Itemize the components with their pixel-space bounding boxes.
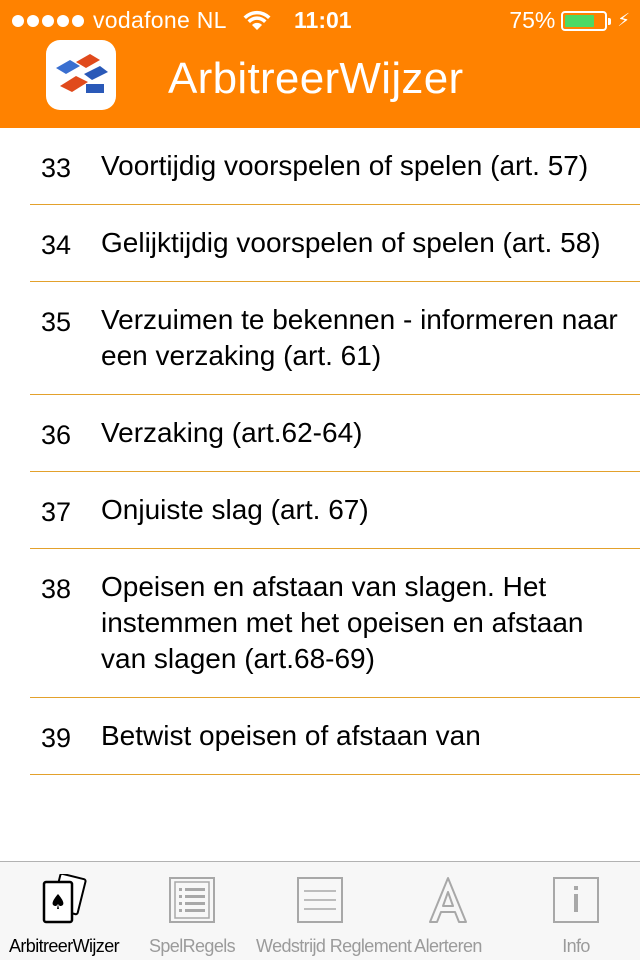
tab-info[interactable] — [512, 862, 640, 960]
status-left — [12, 7, 271, 34]
tab-bar — [0, 861, 640, 960]
article-title: Betwist opeisen of afstaan van — [101, 720, 481, 751]
battery-icon — [561, 11, 607, 31]
article-title: Opeisen en afstaan van slagen. Het instemmen met het opeisen en afstaan van slagen (art.68-69) — [101, 571, 584, 674]
list-item[interactable] — [30, 128, 640, 205]
article-number: 36 — [41, 420, 72, 450]
page-title: ArbitreerWijzer — [168, 54, 464, 103]
tab-wedstrijd-reglement[interactable] — [256, 862, 412, 960]
article-number: 33 — [41, 153, 72, 183]
article-number: 34 — [41, 230, 72, 260]
tab-label: Alerteren — [414, 936, 482, 956]
article-title: Onjuiste slag (art. 67) — [101, 494, 369, 525]
signal-strength-icon — [12, 15, 84, 27]
status-time: 11:01 — [294, 7, 352, 33]
article-title: Voortijdig voorspelen of spelen (art. 57) — [101, 150, 589, 181]
tab-alerteren[interactable] — [384, 862, 512, 960]
list-item[interactable] — [30, 395, 640, 472]
tab-arbitreerwijzer[interactable] — [0, 862, 128, 960]
cards-icon — [36, 874, 92, 926]
status-bar — [0, 0, 640, 40]
app-logo — [46, 40, 116, 110]
list-item[interactable] — [30, 282, 640, 395]
battery-level — [565, 15, 594, 27]
list-item[interactable] — [30, 472, 640, 549]
article-number: 37 — [41, 497, 72, 527]
wifi-icon — [243, 10, 271, 32]
article-number: 38 — [41, 574, 72, 604]
info-icon — [548, 874, 604, 926]
list-book-icon — [164, 874, 220, 926]
article-title: Verzaking (art.62-64) — [101, 417, 363, 448]
tab-label: ArbitreerWijzer — [8, 936, 119, 956]
tab-label: Wedstrijd Reglement — [256, 936, 412, 956]
list-item[interactable] — [30, 698, 640, 775]
header — [0, 0, 640, 128]
article-title: Gelijktijdig voorspelen of spelen (art. 58) — [101, 227, 601, 258]
article-title: Verzuimen te bekennen - informeren naar een verzaking (art. 61) — [101, 304, 618, 371]
article-list[interactable] — [0, 128, 640, 861]
charging-icon: ⚡ — [617, 10, 630, 30]
status-right — [509, 7, 630, 34]
tab-spelregels[interactable] — [128, 862, 256, 960]
lines-icon — [292, 874, 348, 926]
tab-label: Info — [562, 936, 590, 956]
tab-label: SpelRegels — [148, 936, 236, 956]
list-item[interactable] — [30, 549, 640, 698]
letter-a-icon — [420, 874, 476, 926]
article-number: 35 — [41, 307, 72, 337]
list-item[interactable] — [30, 205, 640, 282]
battery-percent: 75% — [509, 7, 556, 33]
article-number: 39 — [41, 723, 72, 753]
carrier-name: vodafone NL — [93, 7, 227, 33]
